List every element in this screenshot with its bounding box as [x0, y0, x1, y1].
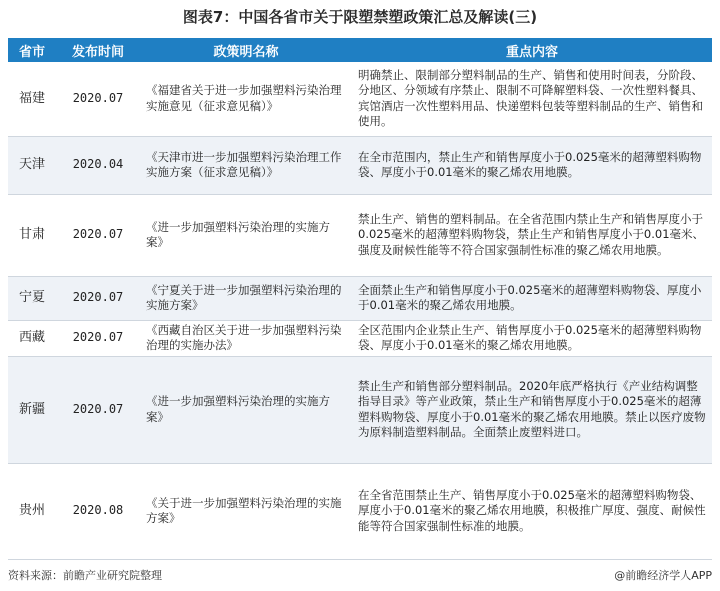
cell-content: 禁止生产和销售部分塑料制品。2020年底严格执行《产业结构调整指导目录》等产业政策，禁止生产和销售厚度小于0.025毫米的超薄塑料购物袋、厚度小于0.01毫米的聚乙烯农用地膜。禁止以医疗废物为原料制造塑料制品。全面禁止废塑料进口。	[352, 356, 712, 463]
col-header-province: 省市	[8, 38, 56, 62]
footer	[8, 567, 712, 585]
cell-content: 全面禁止生产和销售厚度小于0.025毫米的超薄塑料购物袋、厚度小于0.01毫米的聚乙烯农用地膜。	[352, 276, 712, 320]
cell-date: 2020.07	[56, 320, 140, 356]
cell-policy: 《进一步加强塑料污染治理的实施方案》	[140, 356, 352, 463]
cell-content: 在全市范围内，禁止生产和销售厚度小于0.025毫米的超薄塑料购物袋、厚度小于0.01毫米的聚乙烯农用地膜。	[352, 136, 712, 194]
cell-content: 禁止生产、销售的塑料制品。在全省范围内禁止生产和销售厚度小于0.025毫米的超薄塑料购物袋，禁止生产和销售厚度小于0.01毫米、强度及耐候性能等不符合国家强制性标准的聚乙烯农用地膜。	[352, 194, 712, 276]
cell-date: 2020.04	[56, 136, 140, 194]
table-row	[8, 356, 712, 463]
cell-province: 福建	[8, 62, 56, 136]
cell-province: 甘肃	[8, 194, 56, 276]
table-row	[8, 276, 712, 320]
table-row	[8, 136, 712, 194]
cell-policy: 《福建省关于进一步加强塑料污染治理实施意见（征求意见稿）》	[140, 62, 352, 136]
col-header-policy: 政策明名称	[140, 38, 352, 62]
table-row	[8, 194, 712, 276]
cell-date: 2020.07	[56, 194, 140, 276]
cell-policy: 《宁夏关于进一步加强塑料污染治理的实施方案》	[140, 276, 352, 320]
cell-policy: 《西藏自治区关于进一步加强塑料污染治理的实施办法》	[140, 320, 352, 356]
col-header-date: 发布时间	[56, 38, 140, 62]
cell-date: 2020.07	[56, 356, 140, 463]
cell-content: 明确禁止、限制部分塑料制品的生产、销售和使用时间表，分阶段、分地区、分领域有序禁止、限制不可降解塑料袋、一次性塑料餐具、宾馆酒店一次性塑料用品、快递塑料包装等塑料制品的生产、销售和使用。	[352, 62, 712, 136]
cell-date: 2020.07	[56, 276, 140, 320]
cell-policy: 《关于进一步加强塑料污染治理的实施方案》	[140, 463, 352, 559]
cell-province: 新疆	[8, 356, 56, 463]
cell-policy: 《天津市进一步加强塑料污染治理工作实施方案（征求意见稿）》	[140, 136, 352, 194]
cell-date: 2020.07	[56, 62, 140, 136]
table-row	[8, 320, 712, 356]
cell-province: 天津	[8, 136, 56, 194]
table-header-row	[8, 38, 712, 62]
policy-table	[8, 38, 712, 560]
brand-credit: @前瞻经济学人APP	[614, 569, 712, 582]
cell-province: 西藏	[8, 320, 56, 356]
cell-policy: 《进一步加强塑料污染治理的实施方案》	[140, 194, 352, 276]
col-header-content: 重点内容	[352, 38, 712, 62]
cell-province: 宁夏	[8, 276, 56, 320]
table-row	[8, 62, 712, 136]
table-row	[8, 463, 712, 559]
cell-province: 贵州	[8, 463, 56, 559]
source-note: 资料来源：前瞻产业研究院整理	[8, 569, 162, 582]
cell-date: 2020.08	[56, 463, 140, 559]
cell-content: 在全省范围禁止生产、销售厚度小于0.025毫米的超薄塑料购物袋、厚度小于0.01毫米的聚乙烯农用地膜，积极推广厚度、强度、耐候性能等符合国家强制性标准的地膜。	[352, 463, 712, 559]
cell-content: 全区范围内企业禁止生产、销售厚度小于0.025毫米的超薄塑料购物袋、厚度小于0.01毫米的聚乙烯农用地膜。	[352, 320, 712, 356]
chart-title: 图表7：中国各省市关于限塑禁塑政策汇总及解读(三)	[182, 8, 538, 26]
